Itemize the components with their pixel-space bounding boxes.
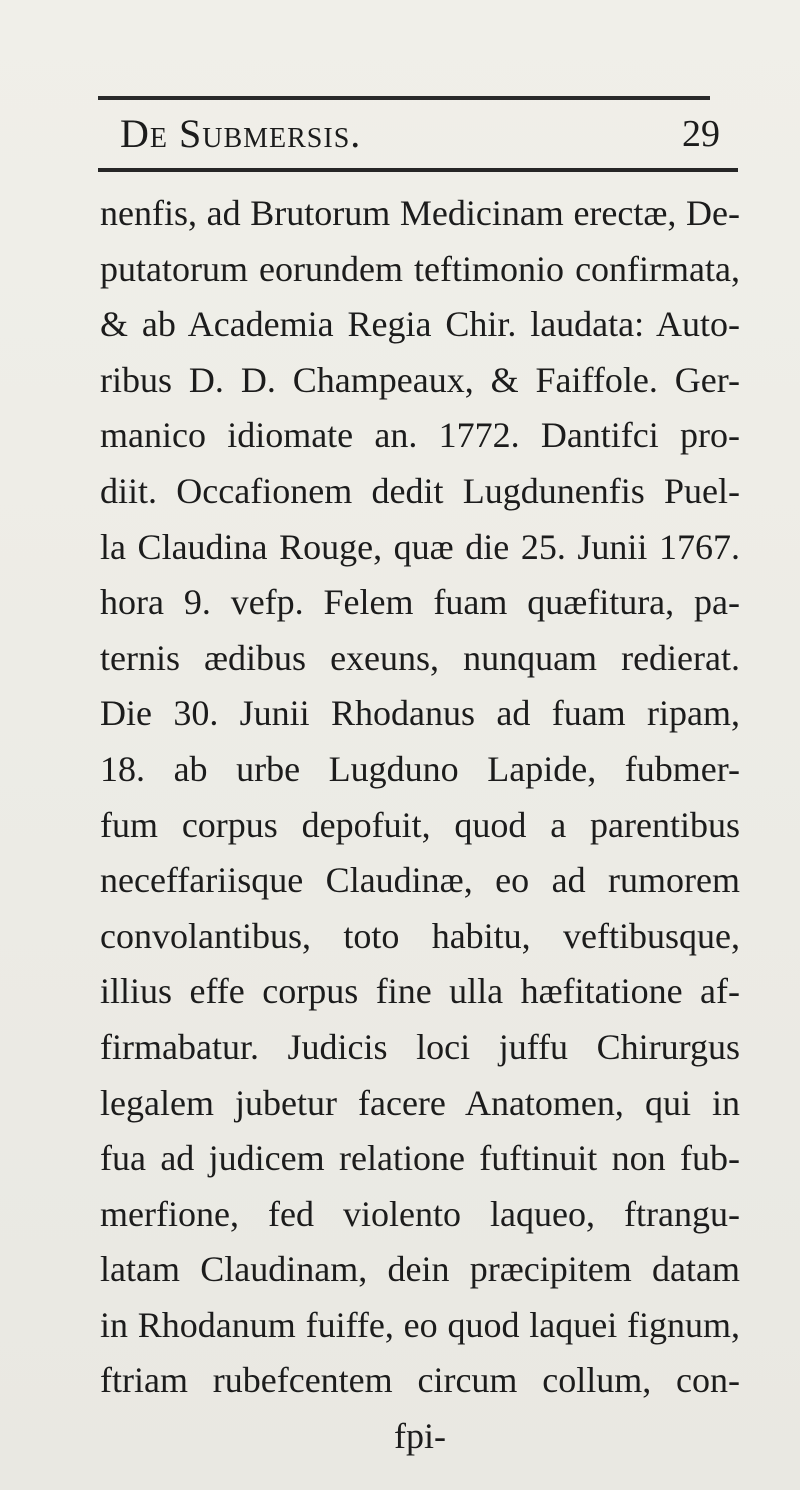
- text-line: Die 30. Junii Rhodanus ad fuam ripam,: [100, 693, 740, 734]
- top-border-rule: [98, 96, 710, 100]
- page-number: 29: [682, 113, 720, 155]
- text-line: illius effe corpus fine ulla hæfitatione af-: [100, 971, 740, 1012]
- text-line: merfione, fed violento laqueo, ftrangu-: [100, 1193, 740, 1234]
- body-text: [100, 186, 740, 1465]
- text-line: firmabatur. Judicis loci juffu Chirurgus: [100, 1026, 740, 1067]
- header-rule: [98, 168, 738, 172]
- text-line: ternis ædibus exeuns, nunquam redierat.: [100, 637, 740, 678]
- text-line: 18. ab urbe Lugduno Lapide, fubmer-: [100, 748, 740, 789]
- text-line: latam Claudinam, dein præcipitem datam: [100, 1249, 740, 1290]
- catchword: fpi-: [394, 1416, 446, 1457]
- text-line: la Claudina Rouge, quæ die 25. Junii 1767.: [100, 526, 740, 567]
- text-line: putatorum eorundem teftimonio confirmata,: [100, 248, 740, 289]
- text-line: convolantibus, toto habitu, veftibusque,: [100, 915, 740, 956]
- running-head-title: De Submersis.: [120, 111, 362, 156]
- text-line: fum corpus depofuit, quod a parentibus: [100, 804, 740, 845]
- text-line: fua ad judicem relatione fuftinuit non fub-: [100, 1138, 740, 1179]
- text-line: ribus D. D. Champeaux, & Faiffole. Ger-: [100, 359, 740, 400]
- text-line: manico idiomate an. 1772. Dantifci pro-: [100, 415, 740, 456]
- text-line: hora 9. vefp. Felem fuam quæfitura, pa-: [100, 582, 740, 623]
- text-line: nenfis, ad Brutorum Medicinam erectæ, De-: [100, 193, 740, 233]
- text-line: ftriam rubefcentem circum collum, con-: [100, 1360, 740, 1401]
- text-line: neceffariisque Claudinæ, eo ad rumorem: [100, 860, 740, 901]
- text-line: legalem jubetur facere Anatomen, qui in: [100, 1082, 740, 1123]
- text-line: & ab Academia Regia Chir. laudata: Auto-: [100, 304, 740, 345]
- text-line: in Rhodanum fuiffe, eo quod laquei fignum,: [100, 1304, 740, 1345]
- running-head: [120, 112, 720, 156]
- text-line: diit. Occafionem dedit Lugdunenfis Puel-: [100, 470, 740, 511]
